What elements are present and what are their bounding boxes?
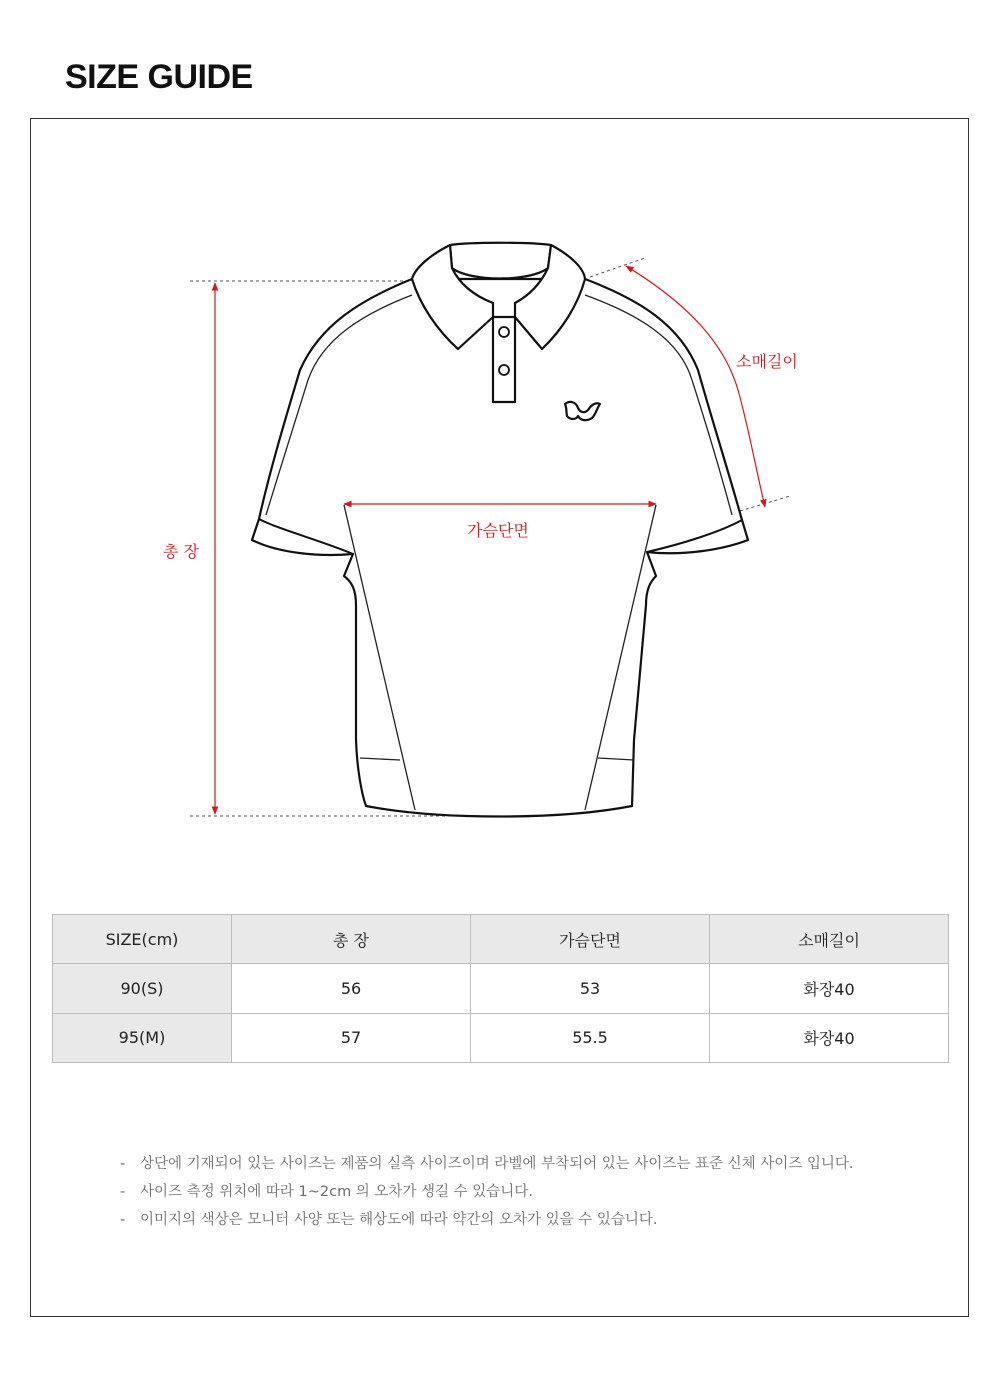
column-header-length: 총 장 <box>232 915 471 964</box>
note-marker: - <box>120 1156 126 1172</box>
sleeve-cell: 화장40 <box>710 1013 949 1063</box>
list-item <box>120 1153 853 1181</box>
size-table <box>52 914 949 1063</box>
note-marker: - <box>120 1212 126 1228</box>
sleeve-label: 소매길이 <box>736 352 798 371</box>
notes-list <box>120 1153 853 1237</box>
column-header-size: SIZE(cm) <box>53 915 232 964</box>
note-text: 이미지의 색상은 모니터 사양 또는 해상도에 따라 약간의 오차가 있을 수 있습니다. <box>140 1212 658 1228</box>
length-cell: 57 <box>232 1013 471 1063</box>
table-row <box>53 1013 949 1063</box>
note-text: 사이즈 측정 위치에 따라 1~2cm 의 오차가 생길 수 있습니다. <box>140 1184 533 1200</box>
length-label: 총 장 <box>163 542 199 561</box>
note-marker: - <box>120 1184 126 1200</box>
list-item <box>120 1209 853 1237</box>
chest-label: 가슴단면 <box>467 521 529 540</box>
chest-cell: 55.5 <box>471 1013 710 1063</box>
sleeve-cell: 화장40 <box>710 964 949 1014</box>
table-row <box>53 964 949 1014</box>
column-header-chest: 가슴단면 <box>471 915 710 964</box>
row-size-cell: 95(M) <box>53 1013 232 1063</box>
page-title: SIZE GUIDE <box>65 58 253 96</box>
chest-cell: 53 <box>471 964 710 1014</box>
length-cell: 56 <box>232 964 471 1014</box>
row-size-cell: 90(S) <box>53 964 232 1014</box>
note-text: 상단에 기재되어 있는 사이즈는 제품의 실측 사이즈이며 라벨에 부착되어 있는 사이즈는 표준 신체 사이즈 입니다. <box>140 1156 854 1172</box>
table-header-row <box>53 915 949 964</box>
list-item <box>120 1181 853 1209</box>
column-header-sleeve: 소매길이 <box>710 915 949 964</box>
